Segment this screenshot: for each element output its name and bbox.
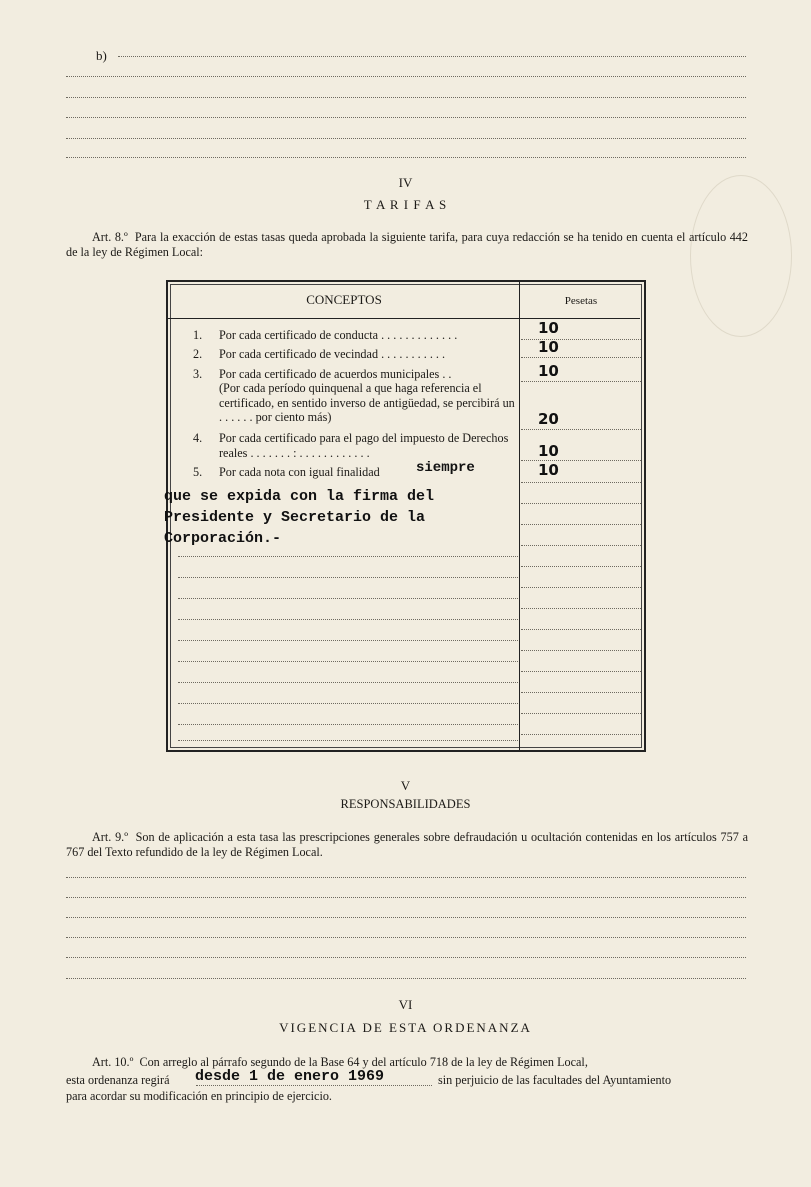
- blank-row: [178, 724, 518, 725]
- section-iv-title: T A R I F A S: [363, 197, 448, 212]
- article-8-label: Art. 8.º: [92, 230, 128, 244]
- blank-row: [521, 650, 641, 651]
- fill-line: [66, 937, 746, 938]
- blank-row: [521, 692, 641, 693]
- row-concept: Por cada certificado de vecindad . . . . . . . . . . .: [219, 347, 446, 361]
- price-2: 10: [538, 338, 559, 356]
- price-line: [521, 339, 641, 340]
- blank-row: [521, 671, 641, 672]
- row-number: 4.: [193, 431, 203, 445]
- price-5: 10: [538, 461, 559, 479]
- blank-row: [178, 661, 518, 662]
- article-9-text: Son de aplicación a esta tasa las prescripciones generales sobre defraudación u ocultación contenidas en los artículos 757 a 767 del Texto refundido de la ley de Régimen Local.: [66, 830, 749, 859]
- article-10-line-3: para acordar su modificación en principio de ejercicio.: [66, 1089, 332, 1103]
- section-v-title: RESPONSABILIDADES: [340, 797, 471, 811]
- blank-row: [178, 619, 518, 620]
- article-10-line-2-end: sin perjuicio de las facultades del Ayuntamiento: [438, 1073, 672, 1087]
- blank-row: [178, 682, 518, 683]
- section-iv-number: IV: [398, 175, 413, 190]
- fill-line: [66, 957, 746, 958]
- row-number: 5.: [193, 465, 203, 479]
- price-line: [521, 357, 641, 358]
- blank-row: [521, 503, 641, 504]
- typed-date: desde 1 de enero 1969: [195, 1068, 385, 1085]
- date-fill-line: [196, 1085, 432, 1086]
- blank-row: [178, 640, 518, 641]
- row-concept: (Por cada período quinquenal a que haga referencia el certificado, en sentido inverso de antigüedad, se percibirá un . . . . . . por ciento más): [219, 381, 515, 424]
- blank-row: [178, 703, 518, 704]
- tariff-row-4: [193, 431, 519, 460]
- row-number: 3.: [193, 367, 203, 381]
- blank-row: [521, 524, 641, 525]
- section-v-number: V: [400, 778, 411, 793]
- blank-row: [521, 734, 641, 735]
- row-concept: Por cada certificado de conducta . . . . . . . . . . . . .: [219, 328, 458, 342]
- article-8: [66, 230, 748, 259]
- price-line: [521, 482, 641, 483]
- blank-row: [521, 545, 641, 546]
- typed-siempre: siempre: [416, 460, 475, 476]
- row-number: 1.: [193, 328, 203, 342]
- fill-line: [118, 56, 746, 57]
- typed-note: que se expida con la firma del Presidente y Secretario de la Corporación.-: [164, 488, 435, 547]
- col-header-price: Pesetas: [564, 295, 598, 307]
- row-concept: Por cada nota con igual finalidad: [219, 465, 380, 479]
- blank-row: [521, 608, 641, 609]
- section-vi-title: VIGENCIA DE ESTA ORDENANZA: [279, 1020, 532, 1035]
- blank-row: [521, 629, 641, 630]
- blank-row: [178, 577, 518, 578]
- article-8-text: Para la exacción de estas tasas queda aprobada la siguiente tarifa, para cuya redacción se ha tenido en cuenta el artículo 442 de la ley de Régimen Local:: [66, 230, 748, 259]
- price-line: [521, 460, 641, 461]
- tariff-row-3-note: [219, 381, 519, 425]
- fill-line: [66, 897, 746, 898]
- article-10-line-1: [66, 1055, 748, 1070]
- blank-row: [521, 587, 641, 588]
- row-concept: Por cada certificado de acuerdos municipales . .: [219, 367, 452, 381]
- fill-line: [66, 917, 746, 918]
- article-10-text: Con arreglo al párrafo segundo de la Base 64 y del artículo 718 de la ley de Régimen Local,: [139, 1055, 588, 1069]
- article-9-label: Art. 9.º: [92, 830, 129, 844]
- fill-line: [66, 76, 746, 77]
- tariff-row-1: [193, 328, 523, 343]
- price-1: 10: [538, 319, 559, 337]
- price-line: [521, 381, 641, 382]
- blank-row: [178, 556, 518, 557]
- article-10-text: esta ordenanza regirá: [66, 1073, 170, 1087]
- article-9: [66, 830, 748, 859]
- blank-row: [178, 740, 518, 741]
- fill-line: [66, 138, 746, 139]
- col-header-concepts: CONCEPTOS: [306, 292, 382, 307]
- price-3-extra: 20: [538, 410, 559, 428]
- section-b-label: b): [96, 48, 107, 63]
- fill-line: [66, 877, 746, 878]
- fill-line: [66, 97, 746, 98]
- tariff-row-2: [193, 347, 523, 362]
- blank-row: [178, 598, 518, 599]
- blank-row: [521, 713, 641, 714]
- price-4: 10: [538, 442, 559, 460]
- tariff-row-3: [193, 367, 523, 382]
- fill-line: [66, 978, 746, 979]
- blank-row: [521, 566, 641, 567]
- table-header-divider: [168, 318, 640, 319]
- fill-line: [66, 157, 746, 158]
- row-number: 2.: [193, 347, 203, 361]
- article-10-label: Art. 10.º: [92, 1055, 134, 1069]
- fill-line: [66, 117, 746, 118]
- row-concept: Por cada certificado para el pago del impuesto de Derechos reales . . . . . . . : . . . . . . . . . . . .: [219, 431, 509, 460]
- price-line: [521, 429, 641, 430]
- price-3: 10: [538, 362, 559, 380]
- section-vi-number: VI: [398, 997, 413, 1012]
